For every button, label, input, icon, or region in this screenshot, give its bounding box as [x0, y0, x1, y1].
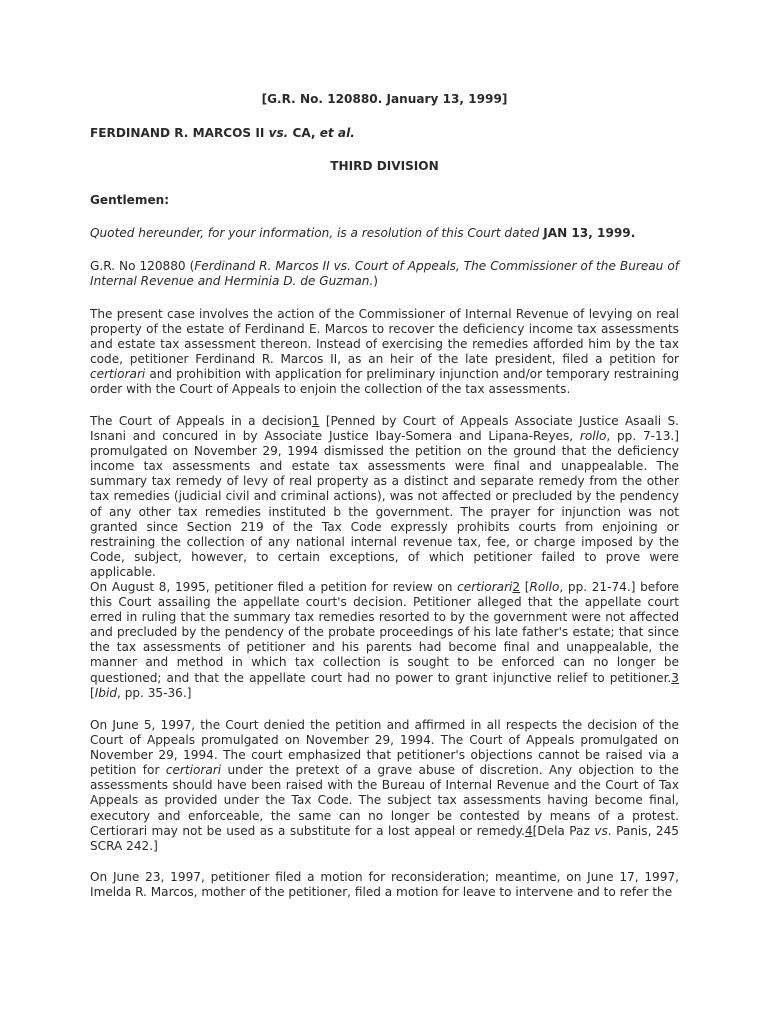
paragraph-1: The present case involves the action of the Commissioner of Internal Revenue of levying on real property of the estate of Ferdinand E. Marcos to recover the deficiency income tax assessments and estate tax assessment thereon. Instead of exercising the remedies afforded him by the tax code, petitioner Ferdinand R. Marcos II, as an heir of the late president, filed a petition for certiorari and prohibition with application for preliminary injunction and/or temporary restraining order with the Court of Appeals to enjoin the collection of the tax assessments.: [90, 307, 679, 397]
paragraph-5: On June 23, 1997, petitioner filed a motion for reconsideration; meantime, on June 17, 1997, Imelda R. Marcos, mother of the petitioner, filed a motion for leave to intervene and to refer the: [90, 870, 679, 900]
footnote-link-1[interactable]: 1: [311, 414, 320, 428]
paragraph-4: On June 5, 1997, the Court denied the petition and affirmed in all respects the decision of the Court of Appeals promulgated on November 29, 1994. The Court of Appeals promulgated on November 29, 1994. The court emphasized that petitioner's objections cannot be raised via a petition for certiorari under the pretext of a grave abuse of discretion. Any objection to the assessments should have been raised with the Bureau of Internal Revenue and the Court of Tax Appeals as provided under the Tax Code. The subject tax assessments having become final, executory and enforceable, the same can no longer be contested by means of a protest. Certiorari may not be used as a substitute for a lost appeal or remedy.4[Dela Paz vs. Panis, 245 SCRA 242.]: [90, 718, 679, 853]
paragraph-3: On August 8, 1995, petitioner filed a petition for review on certiorari2 [Rollo, pp. 21-74.] before this Court assailing the appellate court's decision. Petitioner alleged that the appellate court erred in ruling that the summary tax remedies resorted to by the government were not affected and precluded by the pendency of the probate proceedings of his late father's estate; that since the tax assessments of petitioner and his parents had become final and unappealable, the manner and method in which tax collection is sought to be enforced can no longer be questioned; and that the appellate court had no power to grant injunctive relief to petitioner.3 [Ibid, pp. 35-36.]: [90, 580, 680, 700]
case-caption: G.R. No 120880 (Ferdinand R. Marcos II vs. Court of Appeals, The Commissioner of the Bureau of Internal Revenue and Herminia D. de Guzman.): [90, 259, 679, 289]
paragraph-2: The Court of Appeals in a decision1 [Penned by Court of Appeals Associate Justice Asaali S. Isnani and concured in by Associate Justice Ibay-Somera and Lipana-Reyes, rollo, pp. 7-13.] promulgated on November 29, 1994 dismissed the petition on the ground that the deficiency income tax assessments and estate tax assessments were final and unappealable. The summary tax remedy of levy of real property as a distinct and separate remedy from the other tax remedies (judicial civil and criminal actions), was not affected or precluded by the pendency of any other tax remedies instituted b the government. The prayer for injunction was not granted since Section 219 of the Tax Code expressly prohibits courts from enjoining or restraining the collection of any national internal revenue tax, fee, or charge imposed by the Code, subject, however, to certain exceptions, of which petitioner failed to prove were applicable.: [90, 414, 679, 579]
case-parties: FERDINAND R. MARCOS II vs. CA, et al.: [90, 126, 355, 140]
salutation: Gentlemen:: [90, 193, 170, 207]
footnote-link-2[interactable]: 2: [512, 580, 521, 594]
footnote-link-4[interactable]: 4: [524, 823, 533, 838]
footnote-link-3[interactable]: 3: [671, 670, 679, 685]
gr-number-heading: [G.R. No. 120880. January 13, 1999]: [261, 92, 508, 106]
intro-paragraph: Quoted hereunder, for your information, is a resolution of this Court dated JAN 13, 1999.: [90, 226, 636, 240]
division-heading: THIRD DIVISION: [330, 159, 439, 173]
